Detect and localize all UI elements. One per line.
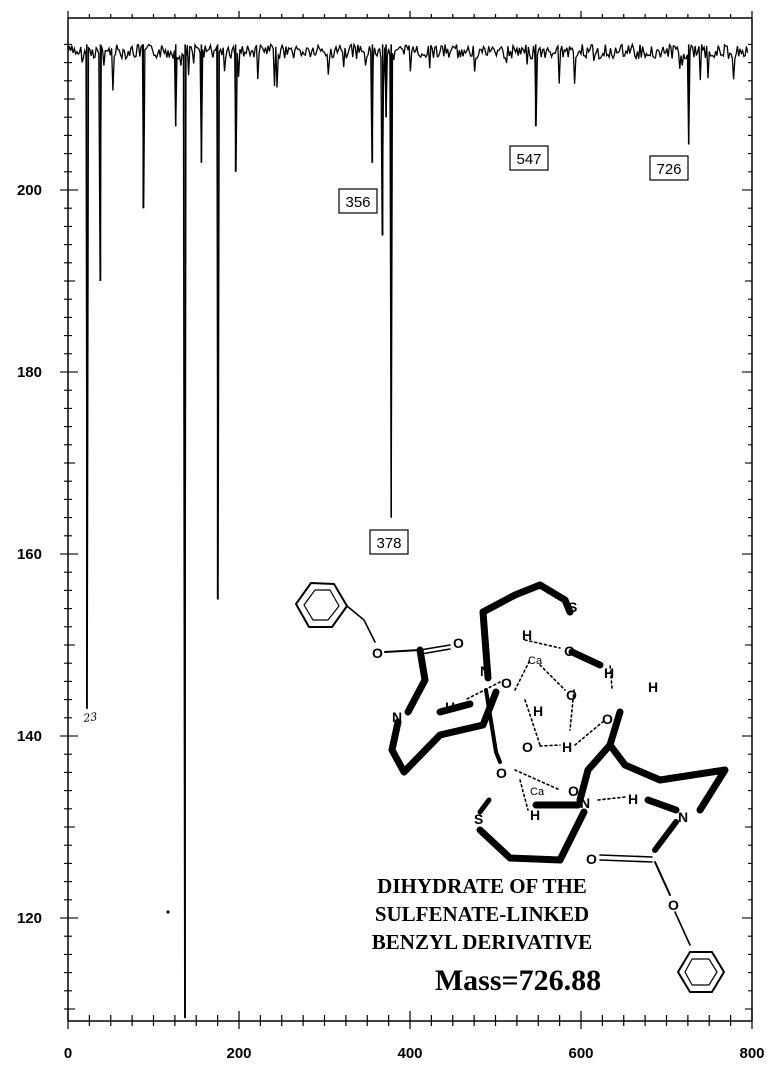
x-tick-label: 800 [739,1045,765,1062]
svg-text:O: O [602,711,613,727]
svg-text:S: S [568,599,578,615]
svg-text:H: H [522,627,533,643]
y-minor-ticks [60,44,752,1009]
svg-text:N: N [678,809,689,825]
y-tick-label: 140 [16,728,42,745]
svg-text:O: O [522,739,533,755]
speck-mark [166,910,169,913]
svg-text:356: 356 [345,194,371,211]
svg-text:N: N [392,709,403,725]
svg-text:O: O [586,851,597,867]
svg-text:O: O [496,765,507,781]
x-tick-label: 0 [63,1045,73,1062]
peak-label-726 [650,156,688,180]
peak-label-378 [370,530,408,554]
svg-text:378: 378 [376,535,402,552]
svg-text:H: H [445,699,456,715]
x-tick-labels [64,1045,765,1062]
svg-text:H: H [648,679,659,695]
svg-text:547: 547 [516,151,542,168]
svg-text:Ca: Ca [530,786,545,798]
svg-text:726: 726 [656,161,682,178]
svg-text:O: O [568,783,579,799]
svg-text:O: O [566,687,577,703]
svg-text:Mass=726.88: Mass=726.88 [434,964,602,997]
x-tick-label: 600 [568,1045,594,1062]
y-tick-label: 160 [16,546,42,563]
svg-text:H: H [604,665,615,681]
y-tick-label: 200 [16,182,42,199]
svg-text:H: H [628,791,639,807]
y-tick-label: 180 [16,364,42,381]
svg-text:O: O [501,675,512,691]
svg-text:O: O [453,635,464,651]
svg-text:N: N [480,663,491,679]
peak-label-547 [510,146,548,170]
svg-text:H: H [530,807,541,823]
peak-label-356 [339,189,377,213]
svg-text:Ca: Ca [528,655,543,667]
svg-text:BENZYL DERIVATIVE: BENZYL DERIVATIVE [371,930,593,954]
svg-text:H: H [533,703,544,719]
svg-text:N: N [580,795,591,811]
svg-text:O: O [668,897,679,913]
handwritten-note: 23 [82,710,99,725]
x-tick-label: 400 [397,1045,423,1062]
y-tick-label: 120 [16,910,42,927]
svg-text:DIHYDRATE OF THE: DIHYDRATE OF THE [377,874,587,898]
y-tick-labels [17,182,42,927]
svg-text:O: O [564,643,575,659]
x-tick-label: 200 [226,1045,252,1062]
svg-text:H: H [562,739,573,755]
svg-text:S: S [474,811,484,827]
compound-caption [372,874,601,997]
svg-text:SULFENATE-LINKED: SULFENATE-LINKED [374,902,590,926]
svg-text:O: O [372,645,383,661]
